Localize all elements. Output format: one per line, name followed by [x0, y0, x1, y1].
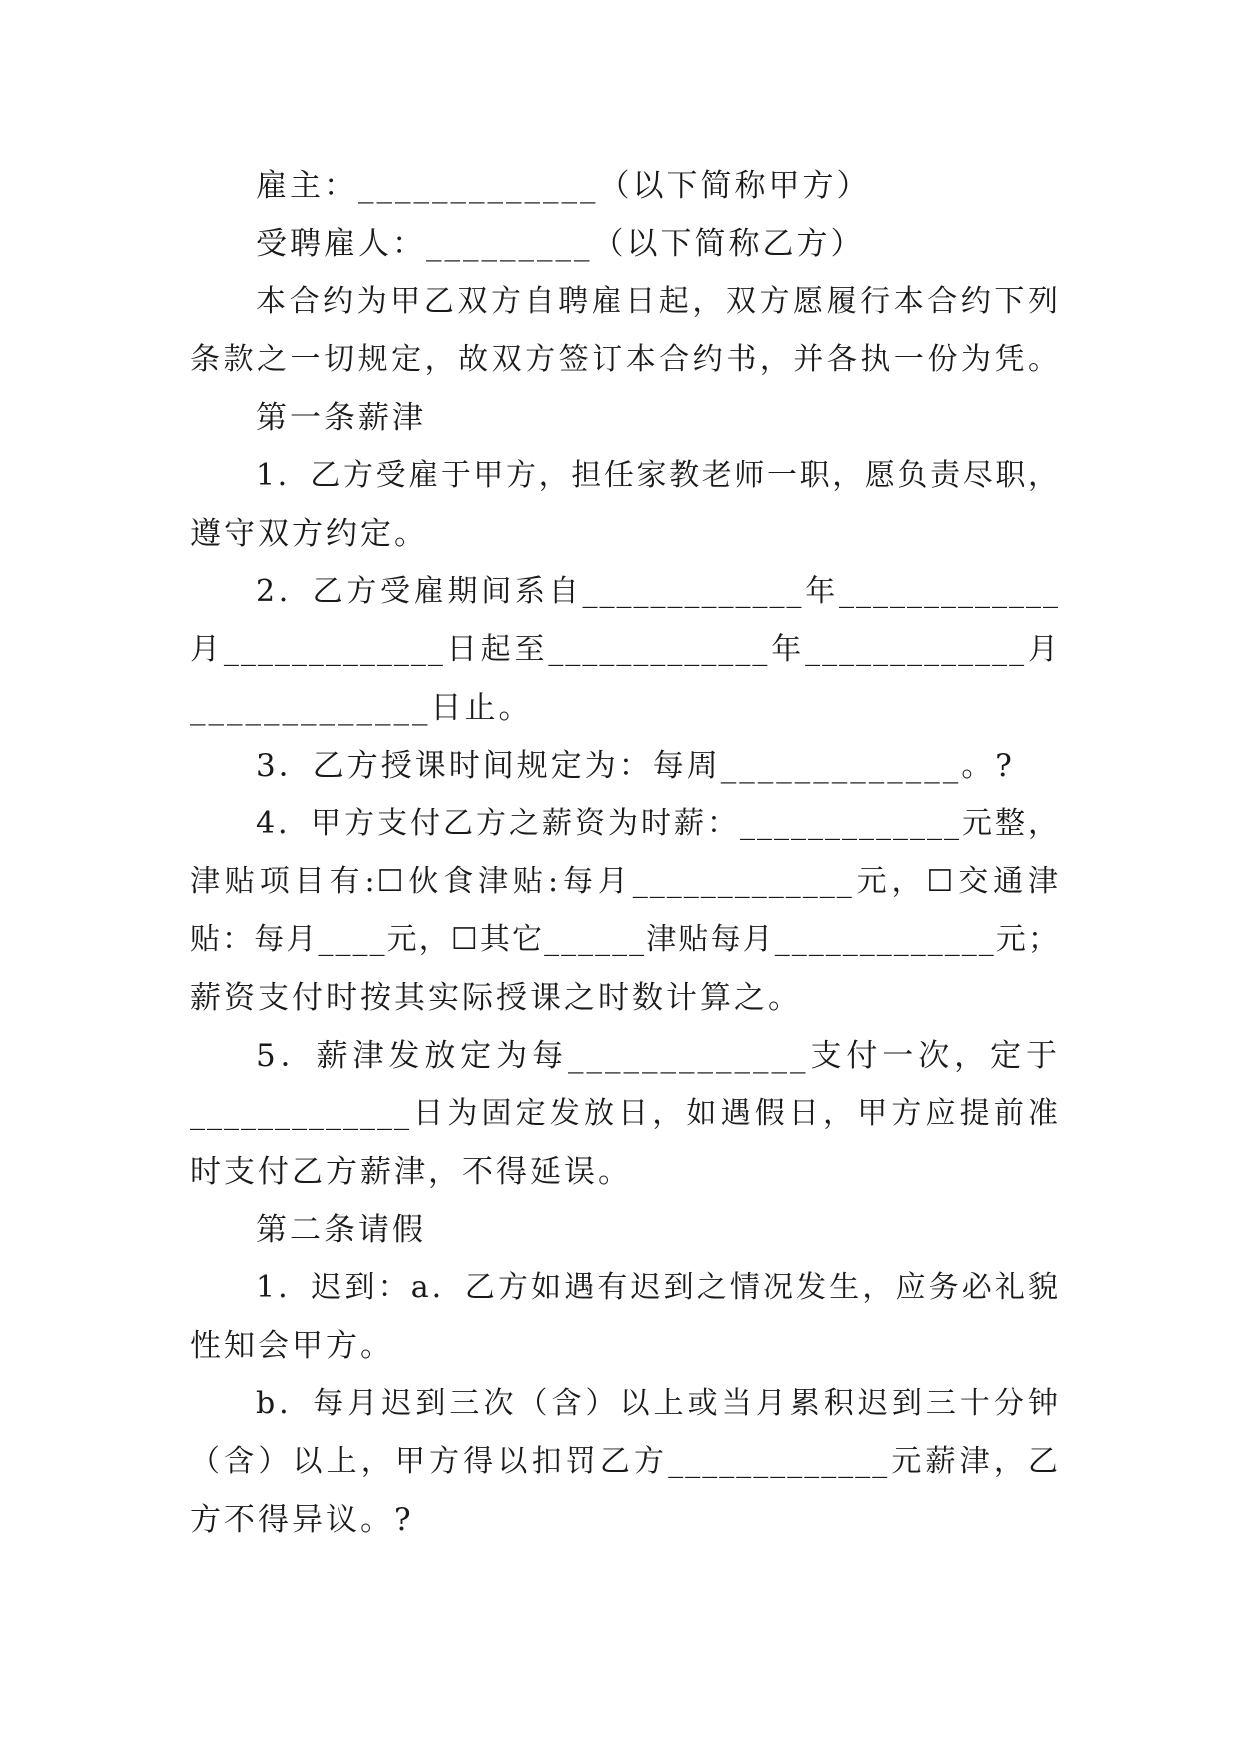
- employee-line: 受聘雇人：_________（以下简称乙方）: [256, 226, 865, 262]
- clause-1-5-line-1: 5．薪津发放定为每_____________支付一次，定于: [256, 1038, 1060, 1074]
- section-1-heading: 第一条薪津: [256, 400, 426, 436]
- clause-1-2-line-2: 月_____________日起至_____________年_____________月: [190, 632, 1060, 667]
- clause-2-1-line-1: 1．迟到：a．乙方如遇有迟到之情况发生，应务必礼貌: [256, 1270, 1060, 1305]
- clause-1-3-line-1: 3．乙方授课时间规定为：每周_____________。?: [256, 748, 1015, 784]
- employer-line: 雇主：_____________（以下简称甲方）: [256, 168, 871, 204]
- preamble-line-1: 本合约为甲乙双方自聘雇日起，双方愿履行本合约下列: [256, 284, 1060, 319]
- clause-2-1-line-2: 性知会甲方。: [190, 1328, 394, 1364]
- clause-1-4-line-2: 津贴项目有:☐伙食津贴:每月_____________元，☐交通津: [190, 864, 1060, 899]
- clause-2-1b-line-3: 方不得异议。?: [190, 1502, 414, 1538]
- clause-1-5-line-2: _____________日为固定发放日，如遇假日，甲方应提前准: [190, 1096, 1060, 1131]
- clause-2-1b-line-2: （含）以上，甲方得以扣罚乙方_____________元薪津，乙: [190, 1444, 1060, 1479]
- clause-1-4-line-1: 4．甲方支付乙方之薪资为时薪：_____________元整，: [256, 806, 1060, 841]
- clause-1-5-line-3: 时支付乙方薪津，不得延误。: [190, 1154, 632, 1190]
- clause-1-2-line-3: _____________日止。: [190, 690, 533, 726]
- clause-1-1-line-1: 1．乙方受雇于甲方，担任家教老师一职，愿负责尽职，: [256, 458, 1060, 493]
- clause-2-1b-line-1: b．每月迟到三次（含）以上或当月累积迟到三十分钟: [256, 1386, 1060, 1421]
- preamble-line-2: 条款之一切规定，故双方签订本合约书，并各执一份为凭。: [190, 342, 1060, 377]
- clause-1-2-line-1: 2．乙方受雇期间系自_____________年_____________: [256, 574, 1060, 609]
- section-2-heading: 第二条请假: [256, 1212, 426, 1248]
- clause-1-4-line-3: 贴：每月____元，☐其它______津贴每月_____________元；: [190, 922, 1060, 957]
- clause-1-4-line-4: 薪资支付时按其实际授课之时数计算之。: [190, 980, 802, 1016]
- clause-1-1-line-2: 遵守双方约定。: [190, 516, 428, 552]
